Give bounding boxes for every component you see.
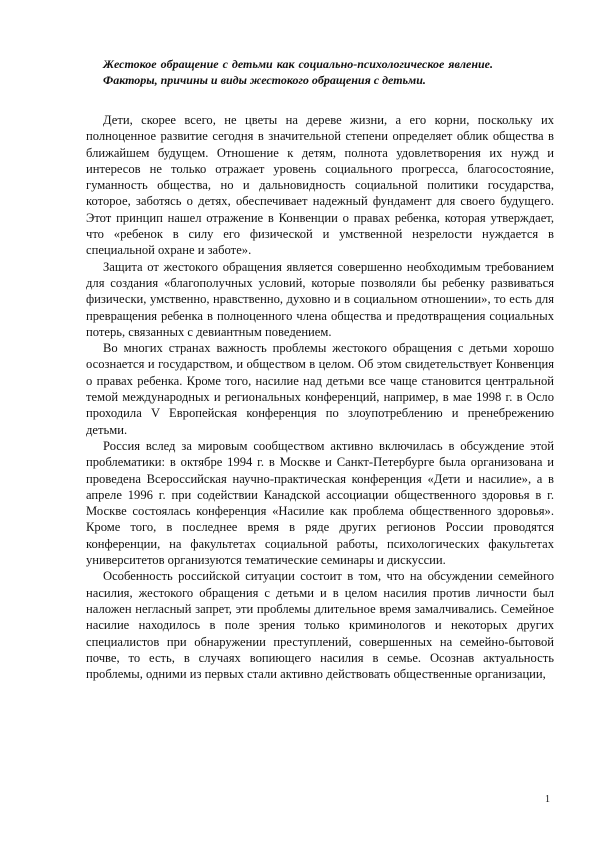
paragraph-4: Россия вслед за мировым сообществом активно включилась в обсуждение этой проблематики: в октябре 1994 г. в Москве и Санкт-Петербурге была организована и проведена Всероссийская научно-практическая конференция «Дети и насилие», а в апреле 1996 г. при содействии Канадской ассоциации общественного здоровья в г. Москве состоялась конференция «Насилие как проблема общественного здоровья». Кроме того, в последнее время в ряде других регионов России проводятся конференции, на факультетах социальной работы, психологических факультетах университетов организуются тематические семинары и дискуссии. <box>86 438 554 568</box>
document-body <box>86 112 554 682</box>
paragraph-5: Особенность российской ситуации состоит в том, что на обсуждении семейного насилия, жестокого обращения с детьми и в целом насилия против личности был наложен негласный запрет, эти проблемы длительное время замалчивались. Семейное насилие находилось в поле зрения только криминологов и некоторых других специалистов при обнаружении преступлений, совершенных на семейно-бытовой почве, то есть, в случаях вопиющего насилия в семье. Осознав актуальность проблемы, одними из первых стали активно действовать общественные организации, <box>86 569 554 682</box>
page-number: 1 <box>545 794 550 805</box>
paragraph-3: Во многих странах важность проблемы жестокого обращения с детьми хорошо осознается и государством, и обществом в целом. Об этом свидетельствует Конвенция о правах ребенка. Кроме того, насилие над детьми все чаще становится центральной темой международных и региональных конференций, например, в мае 1998 г. в Осло проходила V Европейская конференция по злоупотреблению и пренебрежению детьми. <box>86 341 554 437</box>
document-title: Жестокое обращение с детьми как социально-психологическое явление. Факторы, причины и виды жестокого обращения с детьми. <box>103 57 493 87</box>
paragraph-2: Защита от жестокого обращения является совершенно необходимым требованием для создания «благополучных условий, которые позволяли бы ребенку развиваться физически, умственно, нравственно, духовно и в социальном отношении», то есть для превращения ребенка в полноценного члена общества и предотвращения социальных потерь, связанных с девиантным поведением. <box>86 259 554 339</box>
paragraph-1: Дети, скорее всего, не цветы на дереве жизни, а его корни, поскольку их полноценное развитие сегодня в значительной степени определяет облик общества в ближайшем будущем. Отношение к детям, полнота удовлетворения их нужд и интересов не только отражает уровень социального прогресса, благосостояние, гуманность общества, но и дальновидность социальной политики государства, которое, заботясь о детях, обеспечивает надежный фундамент для своего будущего. Этот принцип нашел отражение в Конвенции о правах ребенка, которая утверждает, что «ребенок в силу его физической и умственной незрелости нуждается в специальной охране и заботе». <box>86 113 554 258</box>
